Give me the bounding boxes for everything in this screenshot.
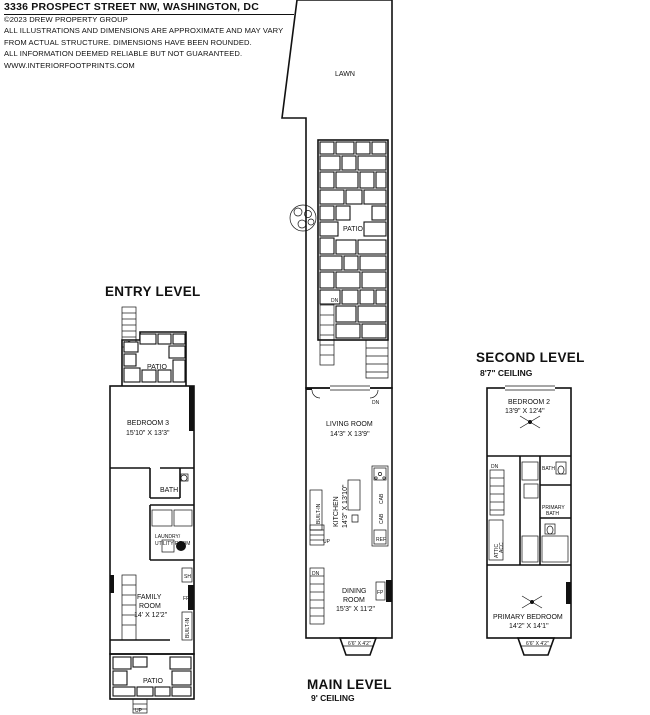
entry-level-plan — [105, 284, 201, 714]
main-level-title: MAIN LEVEL — [307, 677, 392, 692]
kitchen-dimensions: 14'3" X 13'10" — [342, 484, 349, 528]
bedroom3-dimensions: 15'10" X 13'3" — [126, 430, 170, 437]
second-level-plan — [476, 350, 585, 655]
family-room-dimensions: 14' X 12'2" — [134, 612, 168, 619]
cab-label-2: CAB — [379, 513, 385, 524]
property-address: 3336 PROSPECT STREET NW, WASHINGTON, DC — [4, 1, 259, 13]
primary-bath-label-1: PRIMARY — [542, 505, 565, 511]
tree-icon — [290, 205, 316, 231]
access-label: ACC — [499, 542, 505, 553]
second-level-title: SECOND LEVEL — [476, 350, 585, 365]
entry-interior-stairs — [122, 575, 136, 640]
website-line: WWW.INTERIORFOOTPRINTS.COM — [4, 60, 135, 70]
disclaimer-line-1: ALL ILLUSTRATIONS AND DIMENSIONS ARE APPROXIMATE AND MAY VARY — [4, 26, 284, 35]
laundry-label-1: LAUNDRY/ — [155, 534, 181, 540]
dining-room-name-2: ROOM — [343, 597, 365, 604]
entry-bath-label: BATH — [160, 487, 179, 494]
main-patio-label: PATIO — [343, 226, 363, 233]
dining-room-dimensions: 15'3" X 11'2" — [336, 606, 376, 613]
main-builtin-label: BUILT-IN — [316, 503, 322, 524]
ceiling-fan-icon — [520, 416, 540, 428]
copyright-line: ©2023 DREW PROPERTY GROUP — [4, 14, 128, 24]
main-dn-label-patio: DN — [331, 298, 339, 304]
living-room-dimensions: 14'3" X 13'9" — [330, 431, 370, 438]
disclaimer-line-3: ALL INFORMATION DEEMED RELIABLE BUT NOT GUARANTEED. — [4, 49, 243, 58]
main-dn-label-stairs: DN — [312, 571, 320, 577]
main-level-plan — [282, 0, 392, 703]
second-level-ceiling: 8'7" CEILING — [480, 368, 533, 378]
entry-top-patio-label: PATIO — [147, 364, 167, 371]
ceiling-fan-icon — [522, 596, 542, 608]
entry-sh-label: SH — [184, 574, 191, 580]
bedroom2-dimensions: 13'9" X 12'4" — [505, 408, 545, 415]
main-fp-label: FP — [377, 590, 384, 596]
entry-bottom-patio-label: PATIO — [143, 678, 163, 685]
second-level-stairs — [490, 464, 504, 515]
main-patio-stones — [318, 140, 388, 340]
entry-exterior-stairs — [122, 307, 136, 347]
disclaimer-line-2: FROM ACTUAL STRUCTURE. DIMENSIONS HAVE BEEN ROUNDED. — [4, 37, 252, 47]
entry-bottom-patio — [110, 654, 194, 714]
bedroom3-name: BEDROOM 3 — [127, 420, 170, 427]
main-bay-dimensions: 6'6" X 4'2" — [348, 641, 371, 647]
entry-fp-label: FP — [183, 596, 190, 602]
main-dn-label-door: DN — [372, 400, 380, 406]
main-up-label: UP — [323, 539, 330, 545]
second-dn-label: DN — [491, 464, 499, 470]
kitchen-name: KITCHEN — [333, 496, 340, 527]
lawn-label: LAWN — [335, 71, 355, 78]
bedroom2-name: BEDROOM 2 — [508, 399, 551, 406]
laundry-label-2: UTILITY ROOM — [155, 541, 191, 547]
primary-bedroom-dimensions: 14'2" X 14'1" — [509, 623, 549, 630]
attic-label: ATTIC — [494, 543, 500, 558]
entry-builtin-label: BUILT-IN — [185, 617, 191, 638]
family-room-name-1: FAMILY — [137, 594, 162, 601]
living-room-name: LIVING ROOM — [326, 421, 373, 428]
cab-label-1: CAB — [379, 493, 385, 504]
primary-bedroom-name: PRIMARY BEDROOM — [493, 614, 563, 621]
entry-up-label-bottom: UP — [135, 708, 142, 714]
ref-label: REF — [376, 537, 386, 543]
dining-room-name-1: DINING — [342, 588, 367, 595]
family-room-name-2: ROOM — [139, 603, 161, 610]
main-level-ceiling: 9' CEILING — [311, 693, 355, 703]
entry-top-patio — [122, 332, 186, 386]
primary-bath-label-2: BATH — [546, 511, 559, 517]
second-bay-dimensions: 6'6" X 4'2" — [526, 641, 549, 647]
entry-level-title: ENTRY LEVEL — [105, 284, 201, 299]
second-bath-label: BATH — [542, 466, 555, 472]
